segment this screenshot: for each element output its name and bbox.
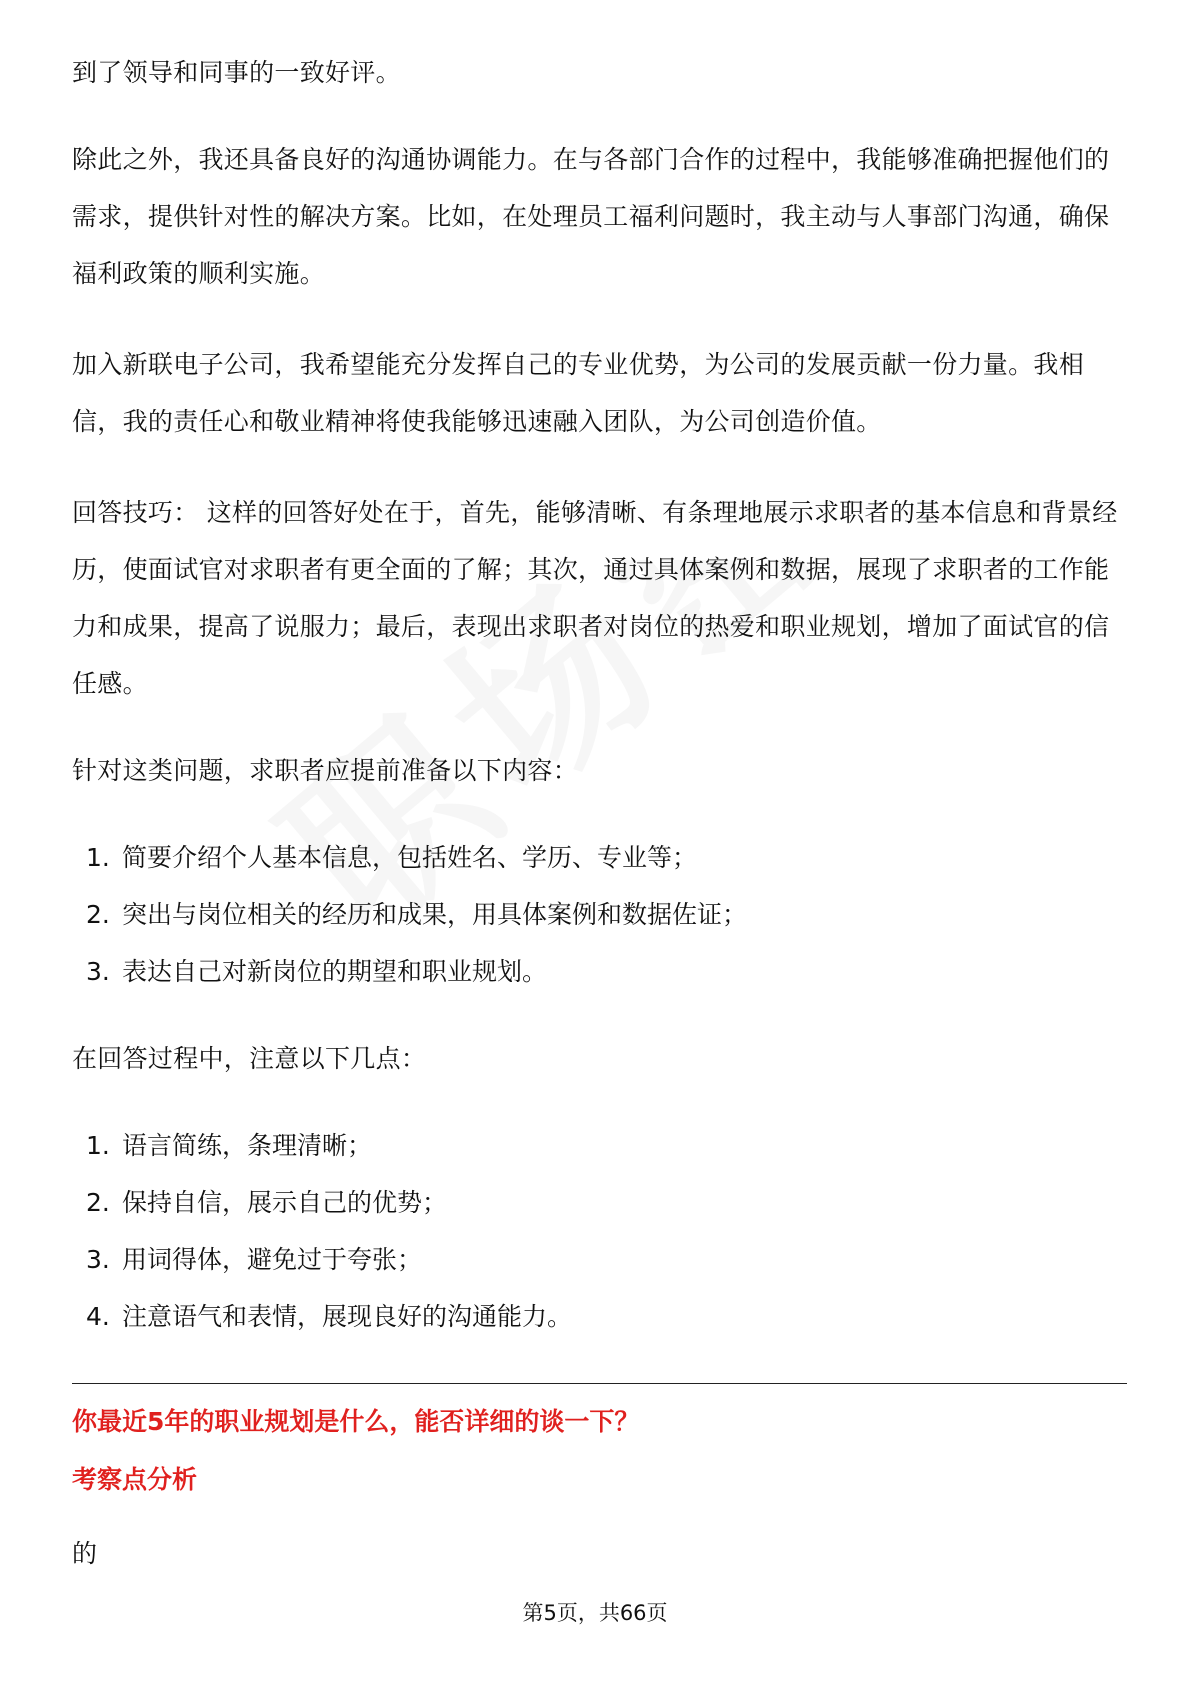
- preparation-list: [72, 829, 1127, 1000]
- preparation-intro: 针对这类问题，求职者应提前准备以下内容：: [72, 756, 579, 785]
- analysis-body: 的: [72, 1539, 98, 1568]
- list-item: 3. 用词得体，避免过于夸张；: [86, 1245, 423, 1274]
- paragraph-2: 除此之外，我还具备良好的沟通协调能力。在与各部门合作的过程中，我能够准确把握他们的需求，提供针对性的解决方案。比如，在处理员工福利问题时，我主动与人事部门沟通，确保福利政策的顺利实施。: [72, 145, 1110, 288]
- paragraph-3: 加入新联电子公司，我希望能充分发挥自己的专业优势，为公司的发展贡献一份力量。我相信，我的责任心和敬业精神将使我能够迅速融入团队，为公司创造价值。: [72, 350, 1085, 436]
- answer-tips-paragraph: 回答技巧： 这样的回答好处在于，首先，能够清晰、有条理地展示求职者的基本信息和背景经历，使面试官对求职者有更全面的了解；其次，通过具体案例和数据，展现了求职者的工作能力和成果，提高了说服力；最后，表现出求职者对岗位的热爱和职业规划，增加了面试官的信任感。: [72, 498, 1118, 698]
- list-item: 3. 表达自己对新岗位的期望和职业规划。: [86, 957, 548, 986]
- list-item: 1. 语言简练，条理清晰；: [86, 1131, 373, 1160]
- analysis-heading: 考察点分析: [72, 1465, 198, 1494]
- list-item: 2. 突出与岗位相关的经历和成果，用具体案例和数据佐证；: [86, 900, 748, 929]
- list-item: 1. 简要介绍个人基本信息，包括姓名、学历、专业等；: [86, 843, 698, 872]
- section-divider: [72, 1383, 1127, 1384]
- page-content: [72, 44, 1127, 1576]
- page-number: 第5页，共66页: [522, 1601, 668, 1625]
- question-title: 你最近5年的职业规划是什么，能否详细的谈一下？: [72, 1407, 640, 1436]
- list-item: 4. 注意语气和表情，展现良好的沟通能力。: [86, 1302, 573, 1331]
- list-item: 2. 保持自信，展示自己的优势；: [86, 1188, 448, 1217]
- paragraph-1: 到了领导和同事的一致好评。: [72, 58, 401, 87]
- attention-list: [72, 1117, 1127, 1345]
- attention-intro: 在回答过程中，注意以下几点：: [72, 1044, 427, 1073]
